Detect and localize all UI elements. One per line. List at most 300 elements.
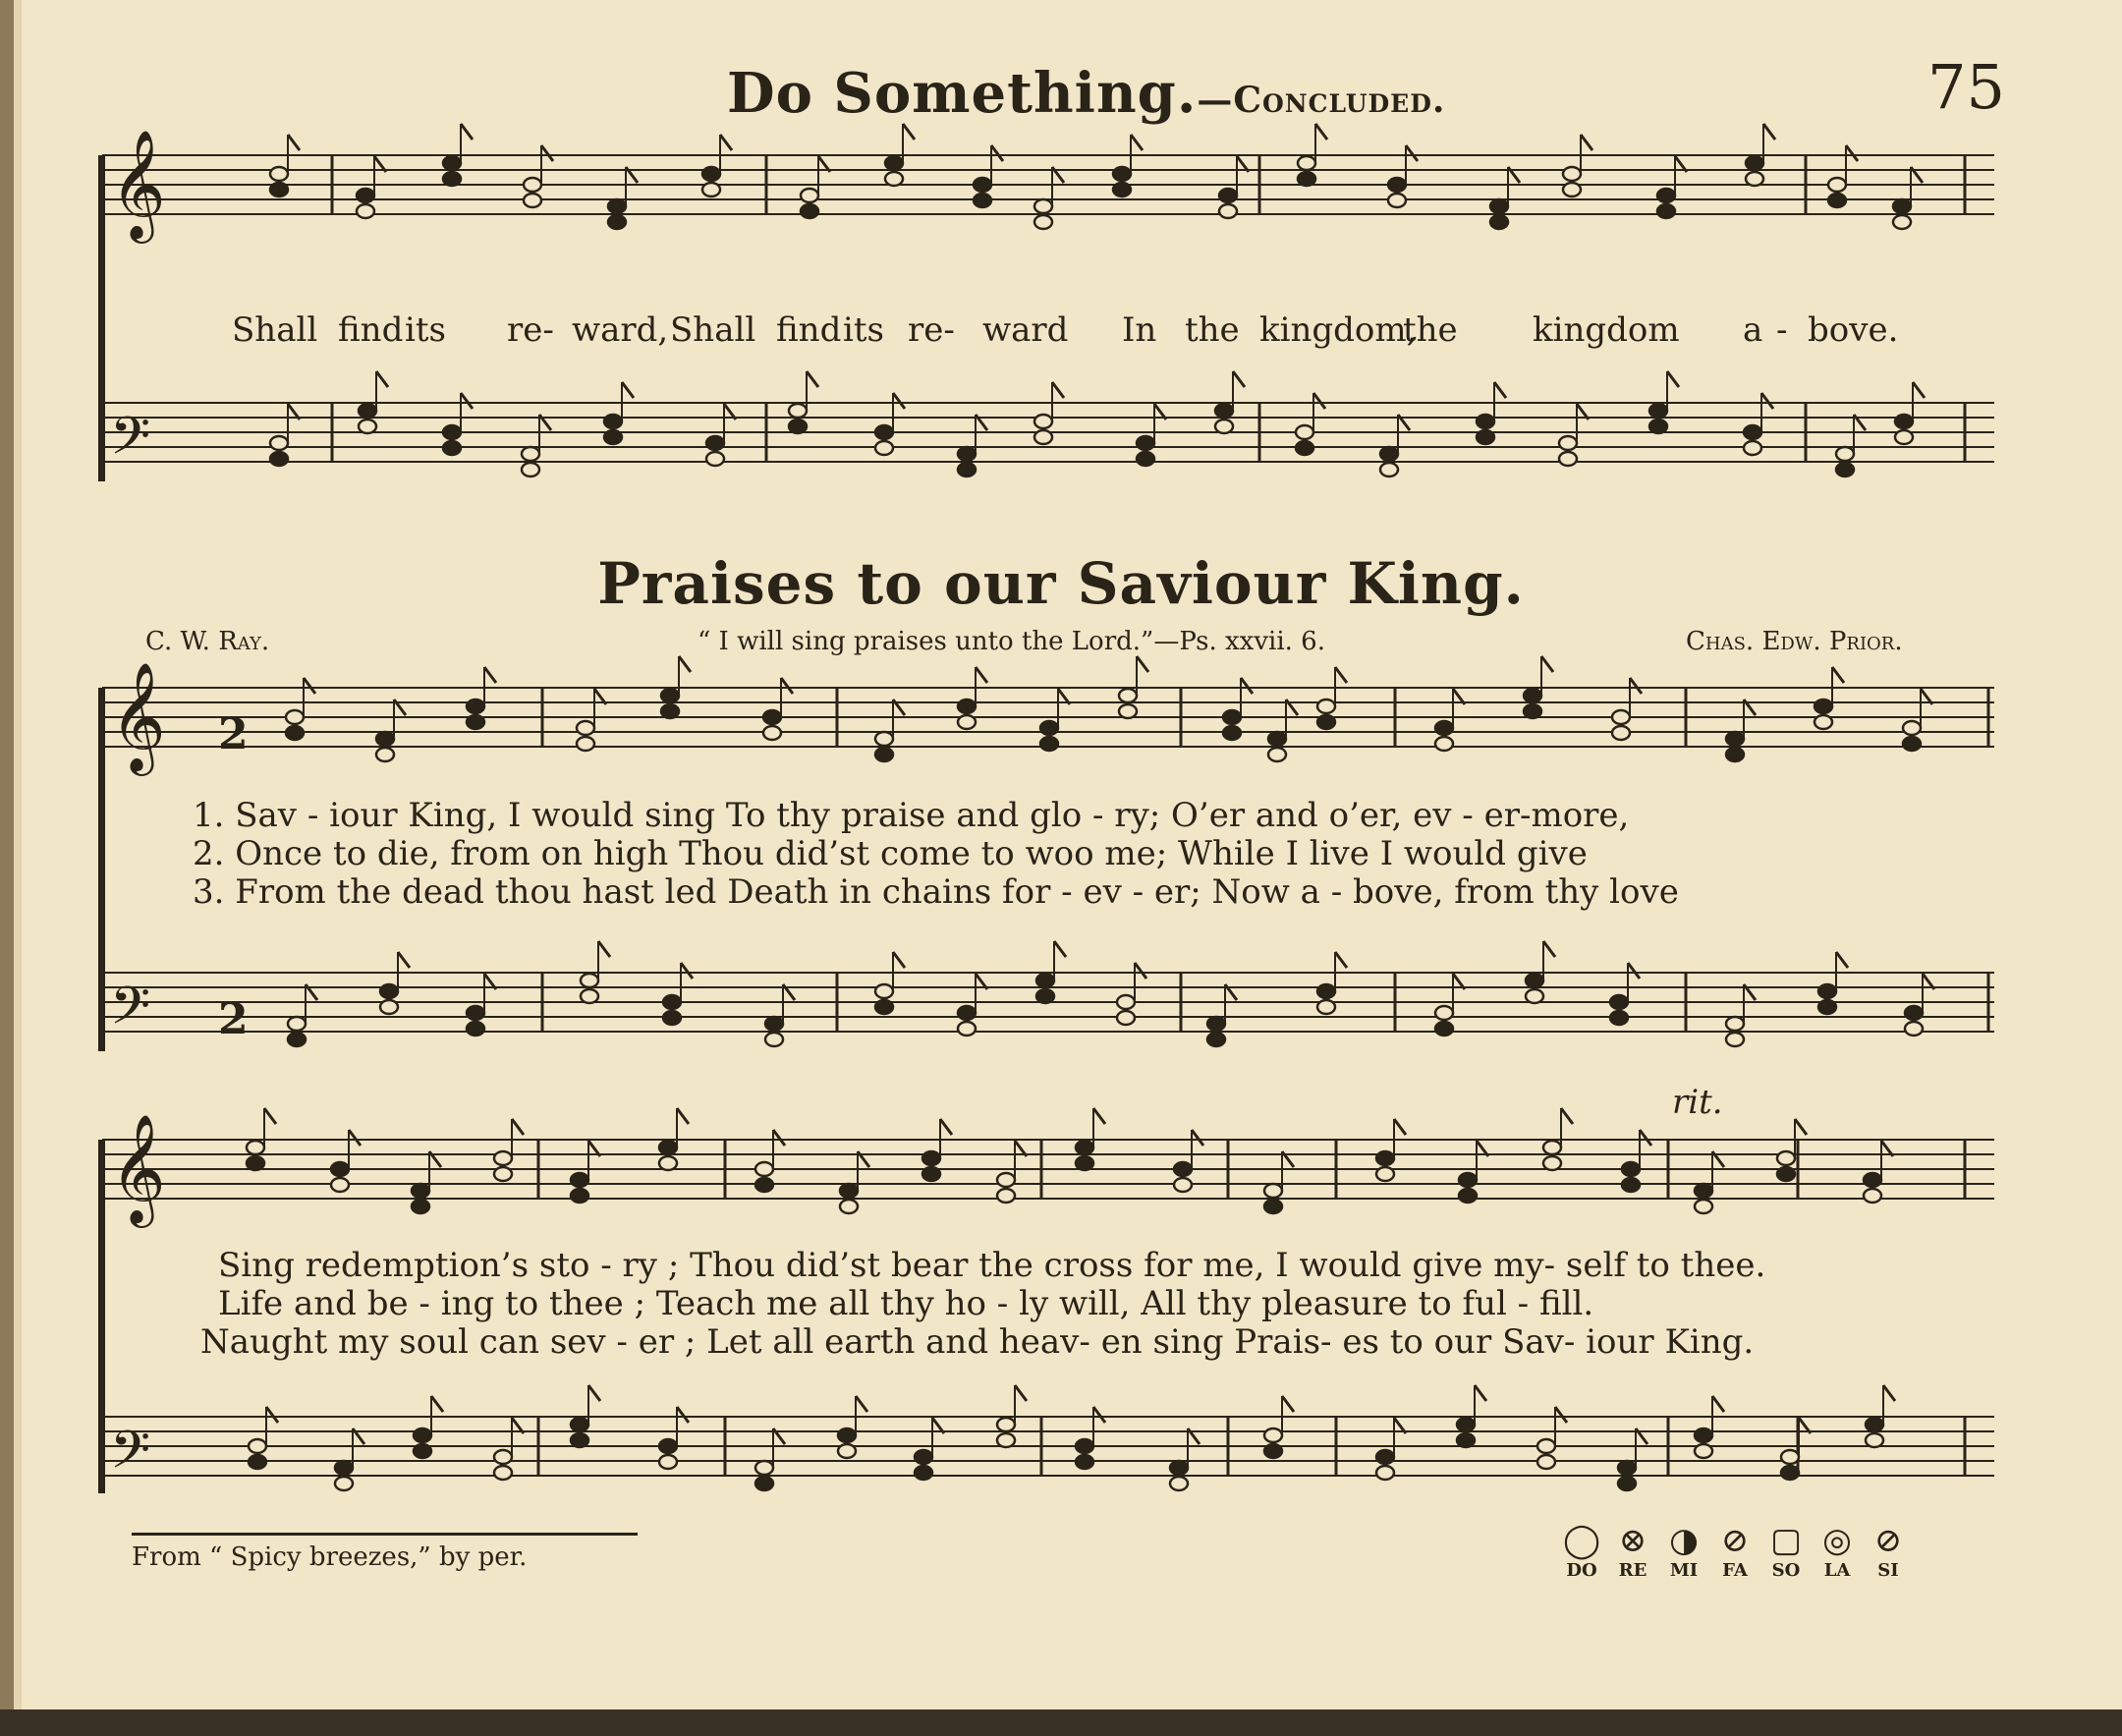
shape-note [1537,1439,1555,1453]
note-flag [512,1119,524,1135]
legend-do: DO [1566,1560,1597,1581]
shape-note [1215,420,1233,433]
shape-note [1376,1450,1394,1464]
shape-note [1076,1156,1093,1170]
shape-note [412,1184,429,1198]
shape-note [1895,415,1913,428]
shape-note [494,1151,512,1165]
song2-lyricist: C. W. Ray. [145,627,270,656]
note-flag [1093,1407,1105,1423]
legend-la: LA [1823,1560,1851,1581]
shape-note [1113,167,1131,181]
shape-note [1612,710,1630,724]
shape-note [1612,726,1630,740]
note-flag [1883,1385,1895,1401]
note-flag [461,124,473,140]
note-flag [781,678,793,694]
shape-note [915,1450,932,1464]
note-flag [1131,135,1143,150]
note-flag [677,1108,689,1124]
shape-note [571,1189,588,1203]
shape-note [875,441,893,455]
verse-line-4: Sing redemption’s sto - ry ; Thou did’st bear the cross for me, I would give my- self to thee. [218,1246,1766,1285]
shape-note [1376,1167,1394,1181]
shape-note [1905,1022,1923,1036]
shape-note [885,156,903,170]
shape-note [376,732,394,746]
shape-note [702,167,720,181]
shape-note [1459,1173,1477,1187]
fa-shape-icon: ⊘ [1720,1521,1750,1560]
shape-note [376,748,394,761]
shape-note [1207,1017,1225,1031]
shape-note [1264,1428,1282,1442]
shape-note [522,447,539,461]
shape-note [1040,721,1058,735]
shape-note [1435,721,1453,735]
shape-note [270,183,288,196]
note-flag [484,667,496,683]
note-flag [1543,941,1555,957]
shape-note [581,989,598,1003]
note-flag [940,1119,952,1135]
shape-note [270,452,288,466]
shape-note [1543,1156,1561,1170]
shape-note [1036,989,1054,1003]
shape-note [608,215,626,229]
note-flag [1315,124,1327,140]
song1-lyric-syllable: re- [507,310,554,350]
shape-note [1818,1000,1836,1014]
shape-note [577,721,594,735]
shape-note [1893,215,1911,229]
shape-note [1117,1011,1135,1025]
shape-note [249,1439,266,1453]
shape-note [1746,156,1763,170]
shape-note [875,1000,893,1014]
legend-fa: FA [1722,1560,1748,1581]
shape-note [608,199,626,213]
shape-note [443,156,461,170]
shape-note [1268,732,1286,746]
shape-note [524,194,541,207]
shape-note [763,710,781,724]
shape-note [958,1022,976,1036]
si-shape-icon: ⊘ [1873,1521,1903,1560]
note-flag [1561,1108,1573,1124]
shape-note [755,1178,773,1192]
shape-note-legend [1556,1521,1969,1581]
song1-lyric-syllable: ward, [572,310,669,350]
shape-note [1746,172,1763,186]
note-flag [903,124,915,140]
shape-note [659,1156,677,1170]
note-flag [991,145,1003,161]
note-flag [1015,1385,1027,1401]
shape-note [838,1444,856,1458]
bass-clef-icon: 𝄢 [110,1421,151,1493]
shape-note [1034,199,1052,213]
shape-note [1036,974,1054,987]
shape-note [331,1162,349,1176]
footnote-rule [132,1533,638,1536]
shape-note [249,1455,266,1469]
shape-note [359,420,376,433]
note-flag [1241,678,1253,694]
shape-note [1618,1477,1636,1490]
song1-lyric-syllable: Shall [670,310,756,350]
shape-note [755,1477,773,1490]
shape-note [958,715,976,729]
note-flag [1052,382,1064,398]
shape-note [1119,689,1137,702]
shape-note [1174,1178,1192,1192]
bass-clef-icon: 𝄢 [110,407,151,479]
note-flag [1555,1407,1567,1423]
shape-note [1298,156,1315,170]
note-flag [541,145,553,161]
shape-note [1219,189,1237,202]
note-flag [677,1407,689,1423]
shape-note [1543,1141,1561,1154]
song1-lyric-syllable: its [843,310,884,350]
shape-note [1388,194,1406,207]
shape-note [1477,430,1494,444]
shape-note [467,715,484,729]
shape-note [765,1033,783,1046]
shape-note [885,172,903,186]
note-flag [1581,135,1592,150]
song1-lyric-syllable: kingdom [1533,310,1680,350]
shape-note [380,1000,398,1014]
shape-note [763,726,781,740]
shape-note [1380,463,1398,476]
shape-note [467,700,484,713]
note-flag [1846,145,1858,161]
shape-note [357,189,374,202]
shape-note [1298,172,1315,186]
shape-note [357,204,374,218]
shape-note [789,420,807,433]
shape-note [467,1022,484,1036]
verse-line-1: 1. Sav - iour King, I would sing To thy praise and glo - ry; O’er and o’er, ev - er-more, [193,796,1630,835]
shape-note [1376,1466,1394,1480]
legend-re: RE [1618,1560,1647,1581]
shape-note [380,984,398,998]
shape-note [1695,1200,1712,1213]
shape-note [840,1184,858,1198]
note-flag [856,1396,867,1412]
shape-note [571,1418,588,1431]
song1-lyric-syllable: re- [908,310,955,350]
shape-note [875,748,893,761]
bass-clef-icon: 𝄢 [110,977,151,1049]
note-flag [1541,656,1553,672]
shape-note [524,178,541,192]
shape-note [1657,204,1675,218]
shape-note [1903,721,1921,735]
note-flag [1135,963,1146,979]
shape-note [443,441,461,455]
so-shape-icon: ▢ [1769,1521,1803,1560]
shape-note [958,700,976,713]
shape-note [1459,1189,1477,1203]
song1-title: Do Something.—Concluded. [727,61,1446,126]
shape-note [494,1167,512,1181]
shape-note [915,1466,932,1480]
treble-clef-icon: 𝄞 [110,661,166,771]
shape-note [443,172,461,186]
shape-note [1264,1184,1282,1198]
shape-note [1559,452,1577,466]
verse-line-5: Life and be - ing to thee ; Teach me all thy ho - ly will, All thy pleasure to ful - fill. [218,1284,1594,1323]
shape-note [467,1006,484,1020]
verse-line-3: 3. From the dead thou hast led Death in chains for - ev - er; Now a - bove, from thy love [193,872,1679,912]
song1-lyric-syllable: bove. [1808,310,1899,350]
system-brace [98,155,105,481]
note-flag [1475,1385,1486,1401]
song1-lyric-syllable: - [1776,310,1788,350]
shape-note [1117,995,1135,1009]
note-flag [1282,1396,1294,1412]
shape-note [1219,204,1237,218]
shape-note [1903,737,1921,751]
shape-note [1435,1006,1453,1020]
shape-note [1076,1455,1093,1469]
note-flag [1913,382,1925,398]
shape-note [247,1156,264,1170]
shape-note [1622,1162,1640,1176]
shape-note [1317,715,1335,729]
shape-note [765,1017,783,1031]
song1-lyric-syllable: find [338,310,404,350]
verse-line-2: 2. Once to die, from on high Thou did’st come to woo me; While I live I would give [193,834,1588,873]
shape-note [997,1433,1015,1447]
shape-note [1119,704,1137,718]
shape-note [1864,1189,1881,1203]
shape-note [1695,1428,1712,1442]
shape-note [414,1444,431,1458]
shape-note [706,436,724,450]
note-flag [349,1130,361,1146]
shape-note [577,737,594,751]
shape-note [1490,199,1508,213]
shape-note [838,1428,856,1442]
shape-note [1317,1000,1335,1014]
shape-note [1726,1033,1744,1046]
shape-note [1744,425,1761,439]
note-flag [1335,952,1347,968]
song1-title-suffix: —Concluded. [1197,80,1446,121]
shape-note [1524,704,1541,718]
note-flag [622,382,634,398]
note-flag [376,371,388,387]
shape-note [412,1200,429,1213]
shape-note [1170,1477,1188,1490]
note-flag [1795,1119,1807,1135]
shape-note [1726,1017,1744,1031]
shape-note [1268,748,1286,761]
note-flag [398,952,410,968]
note-flag [461,393,473,409]
shape-note [331,1178,349,1192]
shape-note [661,704,679,718]
shape-note [875,425,893,439]
shape-note [1563,167,1581,181]
shape-note [1435,737,1453,751]
shape-note [1264,1444,1282,1458]
note-flag [679,656,691,672]
song1-lyric-syllable: find [776,310,842,350]
song1-lyric-syllable: In [1122,310,1157,350]
shape-note [922,1167,940,1181]
shape-note [1777,1151,1795,1165]
shape-note [1610,995,1628,1009]
legend-mi: MI [1669,1560,1699,1581]
shape-note [1296,425,1313,439]
time-signature: 2 [218,709,249,759]
shape-note [958,1006,976,1020]
note-flag [266,1407,278,1423]
system-brace [98,1140,105,1493]
shape-note [1317,700,1335,713]
shape-note [1137,452,1154,466]
note-flag [1313,393,1325,409]
shape-note [1526,974,1543,987]
shape-note [1649,420,1667,433]
shape-note [974,178,991,192]
shape-note [1264,1200,1282,1213]
shape-note [1777,1167,1795,1181]
song1-lyric-syllable: its [405,310,446,350]
note-flag [893,952,905,968]
note-flag [1640,1130,1651,1146]
shape-note [755,1461,773,1475]
shape-note [1317,984,1335,998]
note-flag [1335,667,1347,683]
shape-note [1457,1433,1475,1447]
shape-note [288,1017,306,1031]
time-signature: 2 [218,994,249,1044]
shape-note [1864,1173,1881,1187]
shape-note [1866,1418,1883,1431]
shape-note [1836,447,1854,461]
shape-note [1563,183,1581,196]
shape-note [1457,1418,1475,1431]
verse-line-6: Naught my soul can sev - er ; Let all earth and heav- en sing Prais- es to our Sav- iour King. [200,1322,1755,1362]
note-flag [1494,382,1506,398]
song1-lyric-syllable: the [1185,310,1240,350]
shape-note [1215,404,1233,418]
note-flag [681,963,693,979]
shape-note [1726,732,1744,746]
shape-note [1524,689,1541,702]
do-shape-icon: ◯ [1562,1521,1601,1560]
shape-note [1207,1033,1225,1046]
shape-note [1828,194,1846,207]
shape-note [1695,1444,1712,1458]
song1-lyric-syllable: kingdom, [1259,310,1418,350]
note-flag [264,1108,276,1124]
shape-note [1781,1466,1799,1480]
shape-note [1223,726,1241,740]
shape-note [1174,1162,1192,1176]
shape-note [1618,1461,1636,1475]
song2-title: Praises to our Saviour King. [597,550,1525,617]
shape-note [286,726,304,740]
shape-note [801,189,818,202]
note-flag [1761,393,1773,409]
note-flag [1054,941,1066,957]
shape-note [789,404,807,418]
note-flag [1137,656,1148,672]
shape-note [1034,415,1052,428]
shape-note [270,167,288,181]
shape-note [875,732,893,746]
shape-note [1223,710,1241,724]
note-flag [893,393,905,409]
shape-note [875,984,893,998]
note-flag [304,678,315,694]
note-flag [588,1385,600,1401]
shape-note [1034,215,1052,229]
la-shape-icon: ◎ [1822,1521,1852,1560]
legend-so: SO [1771,1560,1801,1581]
song2-composer: Chas. Edw. Prior. [1686,627,1903,656]
shape-note [1818,984,1836,998]
shape-note [1034,430,1052,444]
shape-note [1040,737,1058,751]
note-flag [1233,371,1245,387]
note-flag [1832,667,1844,683]
shape-note [1649,404,1667,418]
legend-si: SI [1877,1560,1899,1581]
shape-note [958,447,976,461]
song2-epigraph: “ I will sing praises unto the Lord.”—Ps. xxvii. 6. [698,627,1325,656]
ritardando-marking: rit. [1672,1083,1723,1122]
note-flag [1836,952,1848,968]
note-flag [431,1396,443,1412]
shape-note [997,1189,1015,1203]
system-brace [98,688,105,1051]
note-flag [1192,1130,1203,1146]
shape-note [922,1151,940,1165]
shape-note [1376,1151,1394,1165]
note-flag [1394,1119,1406,1135]
note-flag [1628,963,1640,979]
re-shape-icon: ⊗ [1618,1521,1647,1560]
treble-clef-icon: 𝄞 [110,129,166,239]
shape-note [659,1141,677,1154]
shape-note [801,204,818,218]
shape-note [414,1428,431,1442]
note-flag [720,135,732,150]
shape-note [270,436,288,450]
shape-note [247,1141,264,1154]
song1-lyric-syllable: the [1403,310,1458,350]
shape-note [974,194,991,207]
shape-note [663,1011,681,1025]
shape-note [359,404,376,418]
shape-note [1113,183,1131,196]
song1-lyric-syllable: ward [982,310,1069,350]
shape-note [659,1439,677,1453]
shape-note [335,1477,353,1490]
note-flag [1763,124,1775,140]
shape-note [1695,1184,1712,1198]
shape-note [1895,430,1913,444]
shape-note [335,1461,353,1475]
